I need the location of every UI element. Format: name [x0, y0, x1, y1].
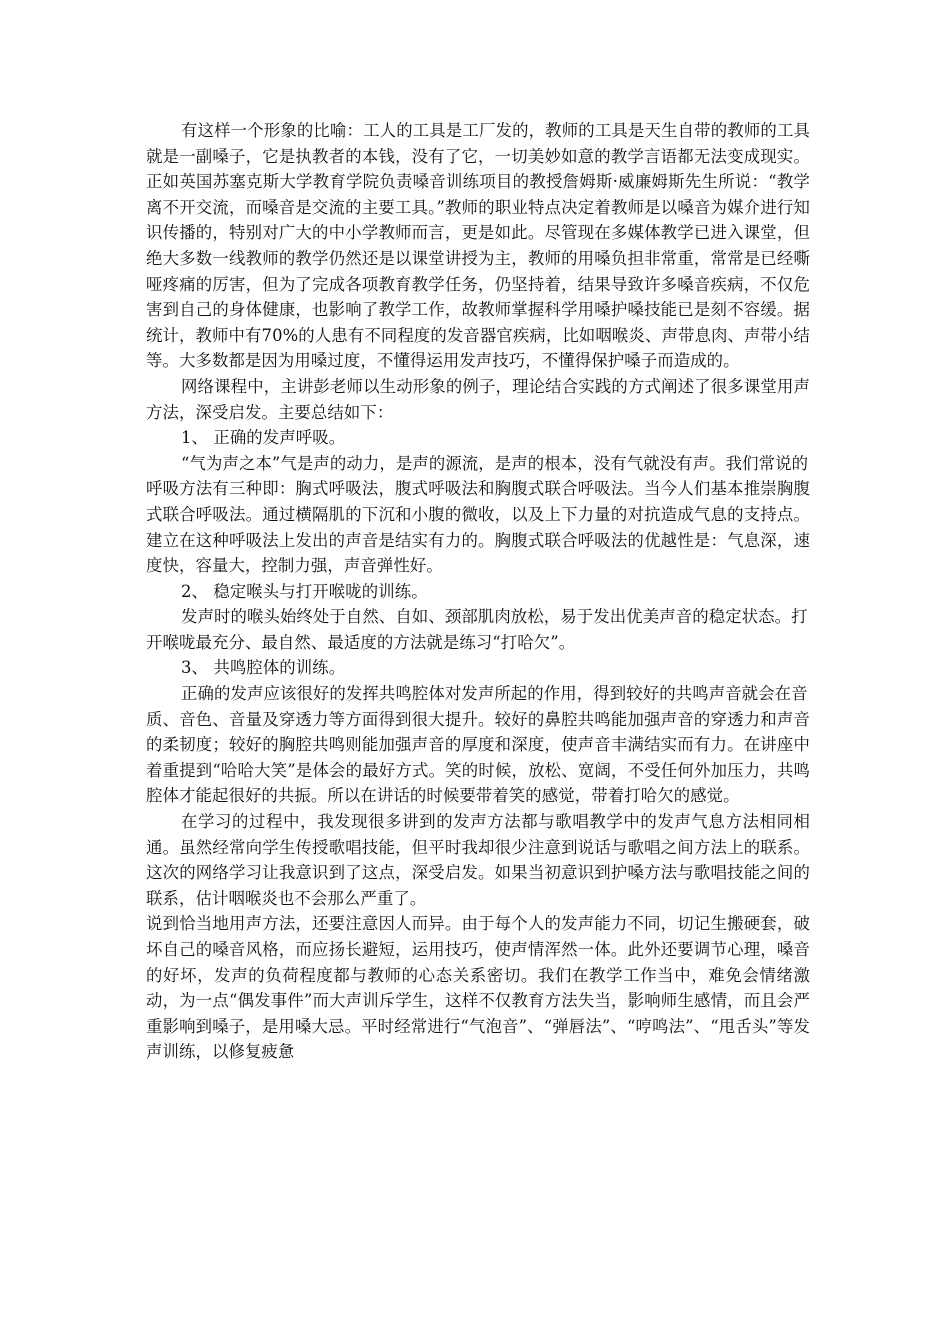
paragraph-resonance-detail: 质、音色、音量及穿透力等方面得到很大提升。较好的鼻腔共鸣能加强声音的穿透力和声音的柔韧度；较好的胸腔共鸣则能加强声音的厚度和深度，使声音丰满结实而有力。在讲座中着重提到“哈哈大笑”是体会的最好方式。笑的时候，放松、宽阔，不受任何外加压力，共鸣腔体才能起很好的共振。所以在讲话的时候要带着笑的感觉，带着打哈欠的感觉。: [146, 709, 810, 806]
document-body: [146, 118, 810, 1065]
paragraph-larynx-lead: 发声时的喉头始终处于自然、自如、颈部肌肉放松，易于发出优美声音的稳定状态。打: [181, 607, 808, 627]
paragraph-reflection: 在学习的过程中，我发现很多讲到的发声方法都与歌唱教学中的发声气息方法相同相通。虽然经常向学生传授歌唱技能，但平时我却很少注意到说话与歌唱之间方法上的联系。这次的网络学习让我意识到了这点，深受启发。如果当初意识到护嗓方法与歌唱技能之间的联系，估计咽喉炎也不会那么严重了。: [146, 812, 810, 908]
heading-resonance: 3、 共鸣腔体的训练。: [181, 658, 346, 678]
heading-larynx: 2、 稳定喉头与打开喉咙的训练。: [181, 581, 428, 601]
paragraph-intro: 有这样一个形象的比喻：工人的工具是工厂发的，教师的工具是天生自带的教师的工具就是一副嗓子，它是执教者的本钱，没有了它，一切美妙如意的教学言语都无法变成现实。正如英国苏塞克斯大学教育学院负责嗓音训练项目的教授詹姆斯·威廉姆斯先生所说：“教学离不开交流，而嗓音是交流的主要工具。”教师的职业特点决定着教师是以嗓音为媒介进行知识传播的，特别对广大的中小学教师而言，更是如此。尽管现在多媒体教学已进入课堂，但绝大多数一线教师的教学仍然还是以课堂讲授为主，教师的用嗓负担非常重，常常是已经嘶哑疼痛的厉害，但为了完成各项教育教学任务，仍坚持着，结果导致许多嗓音疾病，不仅危害到自己的身体健康，也影响了教学工作，故教师掌握科学用嗓护嗓技能已是刻不容缓。据统计，教师中有70%的人患有不同程度的发音器官疾病，比如咽喉炎、声带息肉、声带小结等。大多数都是因为用嗓过度，不懂得运用发声技巧，不懂得保护嗓子而造成的。: [146, 121, 810, 371]
paragraph-breathing-methods: 呼吸方法有三种即：胸式呼吸法，腹式呼吸法和胸腹式联合呼吸法。当今人们基本推崇胸腹式联合呼吸法。通过横隔肌的下沉和小腹的微收，以及上下力量的对抗造成气息的支持点。建立在这种呼吸法上发出的声音是结实有力的。胸腹式联合呼吸法的优越性是：气息深，速度快，容量大，控制力强，声音弹性好。: [146, 479, 810, 576]
heading-breathing: 1、 正确的发声呼吸。: [181, 428, 346, 448]
paragraph-larynx-method: 开喉咙最充分、最自然、最适度的方法就是练习“打哈欠”。: [146, 632, 576, 652]
paragraph-resonance-lead: 正确的发声应该很好的发挥共鸣腔体对发声所起的作用，得到较好的共鸣声音就会在音: [181, 684, 808, 704]
paragraph-breathing-lead: “气为声之本”气是声的动力，是声的源流，是声的根本，没有气就没有声。我们常说的: [181, 453, 809, 473]
paragraph-voice-usage: 说到恰当地用声方法，还要注意因人而异。由于每个人的发声能力不同，切记生搬硬套，破坏自己的嗓音风格，而应扬长避短，运用技巧，使声情浑然一体。此外还要调节心理，嗓音的好坏，发声的负荷程度都与教师的心态关系密切。我们在教学工作当中，难免会情绪激动，为一点“偶发事件”而大声训斥学生，这样不仅教育方法失当，影响师生感情，而且会严重影响到嗓子，是用嗓大忌。平时经常进行“气泡音”、“弹唇法”、“哼鸣法”、“甩舌头”等发声训练，以修复疲惫: [146, 914, 810, 1062]
paragraph-course-summary: 网络课程中，主讲彭老师以生动形象的例子，理论结合实践的方式阐述了很多课堂用声方法，深受启发。主要总结如下：: [146, 376, 810, 422]
